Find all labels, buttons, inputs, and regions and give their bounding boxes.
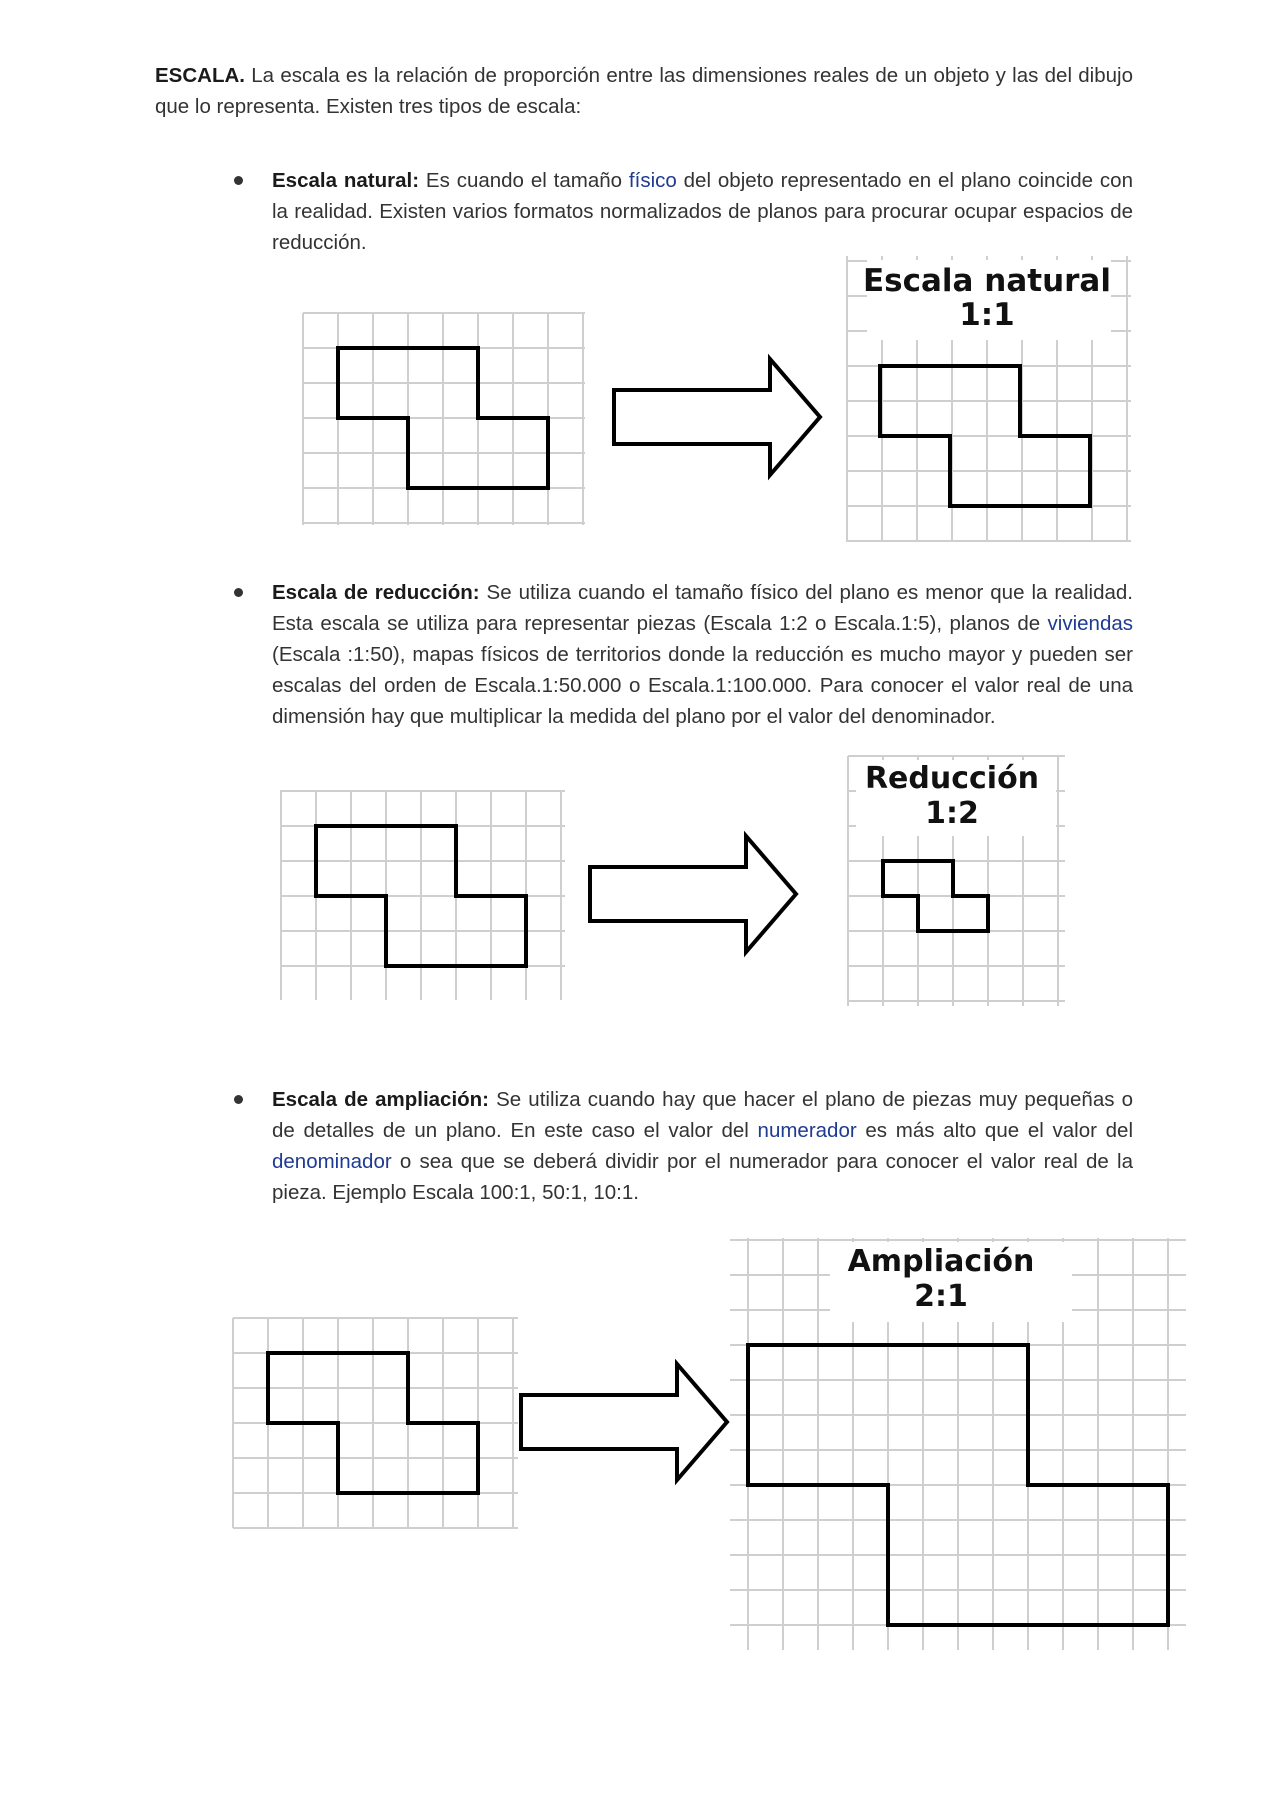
figure-ampliacion-title: Ampliación: [847, 1244, 1035, 1279]
bullet-icon: [232, 1093, 246, 1107]
section-reduccion-text-1: Se utiliza cuando el tamaño físico del plano es menor que la realidad. Esta escala se utiliza para representar piezas (Escala 1:2 o Escala.1:5), planos de: [272, 581, 1133, 635]
section-natural-term: Escala natural:: [272, 169, 420, 192]
figure-natural-title: Escala natural: [863, 263, 1111, 299]
link-viviendas[interactable]: viviendas: [1047, 612, 1133, 635]
intro-text: La escala es la relación de proporción entre las dimensiones reales de un objeto y las del dibujo que lo representa. Existen tres tipos de escala:: [155, 64, 1133, 118]
section-reduccion: [272, 577, 1133, 732]
section-ampliacion-text-2: es más alto que el valor del: [856, 1119, 1133, 1142]
figure-natural-ratio: 1:1: [959, 297, 1015, 333]
figure-reduccion-title: Reducción: [864, 761, 1040, 796]
section-ampliacion: [272, 1084, 1133, 1208]
intro-paragraph: [155, 60, 1133, 122]
arrow-icon: [517, 1360, 732, 1490]
intro-term: ESCALA.: [155, 64, 245, 87]
section-ampliacion-text-3: o sea que se deberá dividir por el numerador para conocer el valor real de la pieza. Ejemplo Escala 100:1, 50:1, 10:1.: [272, 1150, 1133, 1204]
figure-reduccion-ratio: 1:2: [925, 796, 979, 831]
section-natural: [272, 165, 1133, 258]
bullet-icon: [232, 586, 246, 600]
link-denominador[interactable]: denominador: [272, 1150, 392, 1173]
figure-original-natural: [303, 313, 585, 525]
figure-ampliacion-ratio: 2:1: [914, 1279, 968, 1314]
figure-scaled-ampliacion: [730, 1238, 1186, 1650]
link-numerador[interactable]: numerador: [757, 1119, 857, 1142]
section-reduccion-term: Escala de reducción:: [272, 581, 480, 604]
section-natural-text-2: del objeto representado en el plano coincide con la realidad. Existen varios formatos normalizados de planos para procurar ocupar espacios de reducción.: [272, 169, 1133, 254]
arrow-icon: [610, 355, 825, 485]
arrow-icon: [586, 832, 801, 962]
section-natural-text-1: Es cuando el tamaño: [419, 169, 629, 192]
section-reduccion-text-2: (Escala :1:50), mapas físicos de territorios donde la reducción es mucho mayor y pueden ser escalas del orden de Escala.1:50.000 o Escala.1:100.000. Para conocer el valor real de una dimensión hay que multiplicar la medida del plano por el valor del denominador.: [272, 643, 1133, 728]
figure-original-reduccion: [280, 790, 565, 1000]
link-fisico[interactable]: físico: [628, 169, 677, 192]
section-ampliacion-text-1: Se utiliza cuando hay que hacer el plano de piezas muy pequeñas o de detalles de un plano. En este caso el valor del: [272, 1088, 1133, 1142]
figure-scaled-reduccion: [848, 756, 1065, 1006]
figure-scaled-natural: [847, 256, 1131, 542]
bullet-icon: [232, 174, 246, 188]
figure-original-ampliacion: [233, 1318, 518, 1528]
section-ampliacion-term: Escala de ampliación:: [272, 1088, 490, 1111]
